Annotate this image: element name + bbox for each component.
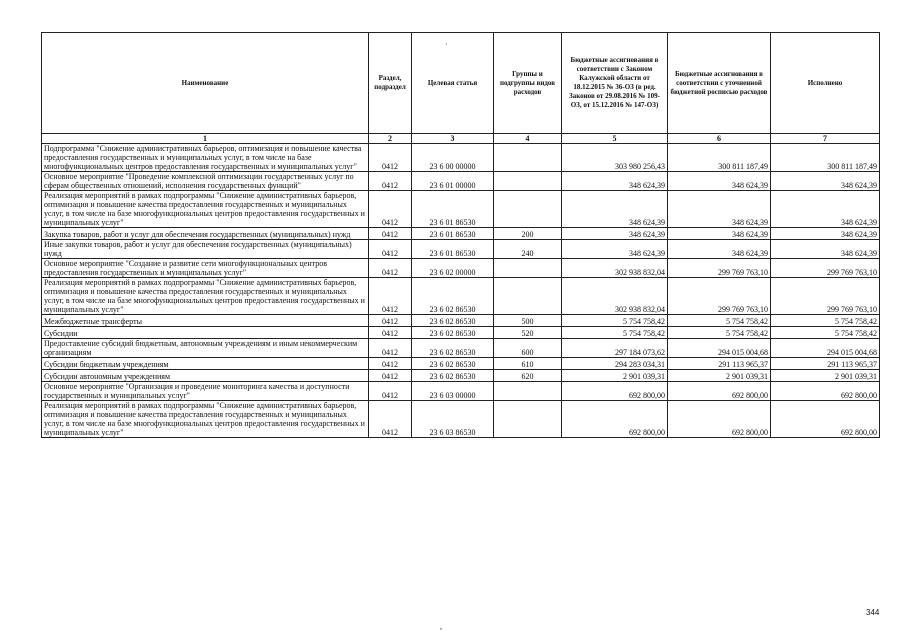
column-number: 2 — [369, 134, 412, 144]
row-budget-cell: 303 980 256,43 — [562, 144, 668, 172]
row-target-cell: 23 6 01 00000 — [412, 172, 494, 191]
table-row — [42, 172, 880, 191]
row-executed-cell: 692 800,00 — [771, 401, 880, 438]
row-budget-cell: 297 184 073,62 — [562, 339, 668, 358]
row-refined-cell: 348 624,39 — [668, 228, 771, 240]
row-group-cell: 520 — [494, 327, 562, 339]
column-number: 7 — [771, 134, 880, 144]
row-refined-cell: 348 624,39 — [668, 240, 771, 259]
row-executed-cell: 5 754 758,42 — [771, 327, 880, 339]
row-refined-cell: 692 800,00 — [668, 401, 771, 438]
row-name-cell: Субсидии бюджетным учреждениям — [42, 358, 369, 370]
row-refined-cell: 294 015 004,68 — [668, 339, 771, 358]
table-row — [42, 144, 880, 172]
table-row — [42, 240, 880, 259]
row-target-cell: 23 6 01 86530 — [412, 228, 494, 240]
row-executed-cell: 5 754 758,42 — [771, 315, 880, 327]
row-target-cell: 23 6 01 86530 — [412, 191, 494, 228]
row-refined-cell: 348 624,39 — [668, 191, 771, 228]
row-budget-cell: 348 624,39 — [562, 191, 668, 228]
row-group-cell — [494, 259, 562, 278]
header-row — [42, 33, 880, 134]
row-budget-cell: 5 754 758,42 — [562, 315, 668, 327]
row-executed-cell: 348 624,39 — [771, 191, 880, 228]
row-name-cell: Реализация мероприятий в рамках подпрограммы "Снижение административных барьеров, оптимизация и повышение качества предоставления государственных и муниципальных услуг, в том числе на базе многофункциональных центров предоставления государственных и муниципальных услуг" — [42, 278, 369, 315]
row-section-cell: 0412 — [369, 339, 412, 358]
row-group-cell — [494, 172, 562, 191]
row-executed-cell: 2 901 039,31 — [771, 370, 880, 382]
row-budget-cell: 348 624,39 — [562, 240, 668, 259]
row-refined-cell: 348 624,39 — [668, 172, 771, 191]
row-target-cell: 23 6 02 86530 — [412, 339, 494, 358]
row-target-cell: 23 6 01 86530 — [412, 240, 494, 259]
row-section-cell: 0412 — [369, 358, 412, 370]
row-refined-cell: 291 113 965,37 — [668, 358, 771, 370]
header-section: Раздел, подраздел — [369, 33, 412, 134]
scan-dot-mark: · — [445, 40, 448, 49]
row-budget-cell: 2 901 039,31 — [562, 370, 668, 382]
row-name-cell: Подпрограмма "Снижение административных барьеров, оптимизация и повышение качества предоставления государственных и муниципальных услуг, в том числе на базе многофункциональных центров предоставления государственных и муниципальных услуг" — [42, 144, 369, 172]
row-name-cell: Межбюджетные трансферты — [42, 315, 369, 327]
row-group-cell: 610 — [494, 358, 562, 370]
column-number: 3 — [412, 134, 494, 144]
row-section-cell: 0412 — [369, 382, 412, 401]
row-section-cell: 0412 — [369, 315, 412, 327]
row-group-cell — [494, 401, 562, 438]
scan-mark: , — [440, 622, 442, 631]
table-row — [42, 401, 880, 438]
header-refined: Бюджетные ассигнования в соответствии с уточненной бюджетной росписью расходов — [668, 33, 771, 134]
row-name-cell: Предоставление субсидий бюджетным, автономным учреждениям и иным некоммерческим организациям — [42, 339, 369, 358]
row-target-cell: 23 6 02 86530 — [412, 327, 494, 339]
row-name-cell: Реализация мероприятий в рамках подпрограммы "Снижение административных барьеров, оптимизация и повышение качества предоставления государственных и муниципальных услуг, в том числе на базе многофункциональных центров предоставления государственных и муниципальных услуг" — [42, 401, 369, 438]
budget-table — [41, 32, 880, 438]
row-target-cell: 23 6 02 86530 — [412, 358, 494, 370]
row-name-cell: Основное мероприятие "Создание и развитие сети многофункциональных центров предоставления государственных и муниципальных услуг" — [42, 259, 369, 278]
table-row — [42, 278, 880, 315]
row-group-cell: 240 — [494, 240, 562, 259]
row-budget-cell: 348 624,39 — [562, 228, 668, 240]
row-executed-cell: 348 624,39 — [771, 240, 880, 259]
header-target: Целевая статья — [412, 33, 494, 134]
row-target-cell: 23 6 02 86530 — [412, 278, 494, 315]
row-name-cell: Основное мероприятие "Организация и проведение мониторинга качества и доступности государственных и муниципальных услуг" — [42, 382, 369, 401]
table-row — [42, 327, 880, 339]
row-group-cell — [494, 144, 562, 172]
row-budget-cell: 348 624,39 — [562, 172, 668, 191]
row-target-cell: 23 6 02 00000 — [412, 259, 494, 278]
row-group-cell: 200 — [494, 228, 562, 240]
row-budget-cell: 302 938 832,04 — [562, 278, 668, 315]
row-refined-cell: 2 901 039,31 — [668, 370, 771, 382]
row-name-cell: Субсидии — [42, 327, 369, 339]
row-section-cell: 0412 — [369, 401, 412, 438]
table-row — [42, 228, 880, 240]
row-name-cell: Реализация мероприятий в рамках подпрограммы "Снижение административных барьеров, оптимизация и повышение качества предоставления государственных и муниципальных услуг, в том числе на базе многофункциональных центров предоставления государственных и муниципальных услуг" — [42, 191, 369, 228]
row-refined-cell: 300 811 187,49 — [668, 144, 771, 172]
row-executed-cell: 692 800,00 — [771, 382, 880, 401]
row-executed-cell: 291 113 965,37 — [771, 358, 880, 370]
row-executed-cell: 294 015 004,68 — [771, 339, 880, 358]
header-executed: Исполнено — [771, 33, 880, 134]
row-group-cell: 600 — [494, 339, 562, 358]
row-executed-cell: 300 811 187,49 — [771, 144, 880, 172]
table-row — [42, 191, 880, 228]
row-section-cell: 0412 — [369, 228, 412, 240]
row-section-cell: 0412 — [369, 370, 412, 382]
column-number: 6 — [668, 134, 771, 144]
row-name-cell: Основное мероприятие "Проведение комплексной оптимизации государственных услуг по сферам общественных отношений, исполнения государственных функций" — [42, 172, 369, 191]
row-section-cell: 0412 — [369, 278, 412, 315]
header-name: Наименование — [42, 33, 369, 134]
table-row — [42, 358, 880, 370]
row-name-cell: Закупка товаров, работ и услуг для обеспечения государственных (муниципальных) нужд — [42, 228, 369, 240]
table-row — [42, 370, 880, 382]
row-executed-cell: 348 624,39 — [771, 172, 880, 191]
row-refined-cell: 5 754 758,42 — [668, 315, 771, 327]
row-target-cell: 23 6 03 86530 — [412, 401, 494, 438]
row-budget-cell: 302 938 832,04 — [562, 259, 668, 278]
column-number: 4 — [494, 134, 562, 144]
row-group-cell: 500 — [494, 315, 562, 327]
row-group-cell — [494, 191, 562, 228]
row-group-cell: 620 — [494, 370, 562, 382]
row-section-cell: 0412 — [369, 144, 412, 172]
column-number: 1 — [42, 134, 369, 144]
row-executed-cell: 299 769 763,10 — [771, 278, 880, 315]
row-name-cell: Субсидии автономным учреждениям — [42, 370, 369, 382]
row-target-cell: 23 6 00 00000 — [412, 144, 494, 172]
row-budget-cell: 5 754 758,42 — [562, 327, 668, 339]
row-section-cell: 0412 — [369, 191, 412, 228]
row-target-cell: 23 6 02 86530 — [412, 370, 494, 382]
row-group-cell — [494, 382, 562, 401]
header-budget: Бюджетные ассигнования в соответствии с Законом Калужской области от 18.12.2015 № 36-ОЗ (в ред. Законов от 29.08.2016 № 109-ОЗ, от 15.12.2016 № 147-ОЗ) — [562, 33, 668, 134]
table-row — [42, 339, 880, 358]
row-refined-cell: 692 800,00 — [668, 382, 771, 401]
row-executed-cell: 348 624,39 — [771, 228, 880, 240]
row-budget-cell: 692 800,00 — [562, 382, 668, 401]
table-row — [42, 315, 880, 327]
table-row — [42, 382, 880, 401]
row-group-cell — [494, 278, 562, 315]
header-group: Группы и подгруппы видов расходов — [494, 33, 562, 134]
row-section-cell: 0412 — [369, 240, 412, 259]
page-number: 344 — [866, 608, 880, 617]
row-section-cell: 0412 — [369, 327, 412, 339]
row-refined-cell: 5 754 758,42 — [668, 327, 771, 339]
row-budget-cell: 692 800,00 — [562, 401, 668, 438]
row-target-cell: 23 6 02 86530 — [412, 315, 494, 327]
row-section-cell: 0412 — [369, 259, 412, 278]
row-refined-cell: 299 769 763,10 — [668, 278, 771, 315]
table-row — [42, 259, 880, 278]
column-number: 5 — [562, 134, 668, 144]
row-name-cell: Иные закупки товаров, работ и услуг для обеспечения государственных (муниципальных) нужд — [42, 240, 369, 259]
row-budget-cell: 294 283 034,31 — [562, 358, 668, 370]
row-target-cell: 23 6 03 00000 — [412, 382, 494, 401]
row-executed-cell: 299 769 763,10 — [771, 259, 880, 278]
row-refined-cell: 299 769 763,10 — [668, 259, 771, 278]
row-section-cell: 0412 — [369, 172, 412, 191]
column-number-row — [42, 134, 880, 144]
